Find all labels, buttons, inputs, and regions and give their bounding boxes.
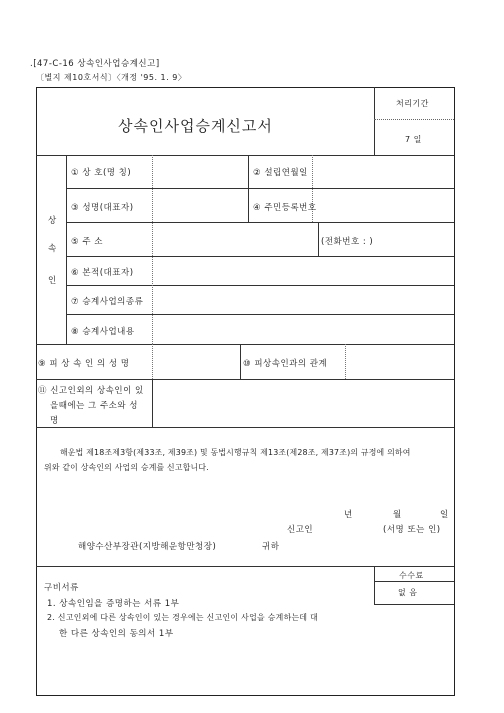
signer-label: 신고인 — [287, 525, 314, 535]
form-code: .[47-C-16 상속인사업승계신고] — [30, 59, 160, 69]
head-office-label: ⑥ 본적(대표자) — [71, 268, 134, 278]
signature-placeholder: (서명 또는 인) — [383, 525, 441, 535]
fee-label: 수수료 — [399, 571, 424, 580]
business-detail-input[interactable] — [154, 316, 452, 342]
decedent-relation-label: ⑩ 피상속인과의 관계 — [243, 359, 328, 369]
address-label: ⑤ 주 소 — [71, 237, 103, 247]
documents-item-1: 1. 상속인임을 증명하는 서류 1부 — [47, 599, 180, 609]
business-type-label: ⑦ 승계사업의종류 — [71, 297, 144, 307]
date-month: 월 — [393, 510, 402, 520]
established-date-input[interactable] — [314, 157, 452, 186]
established-date-label: ② 설립연월일 — [253, 168, 308, 178]
resident-number-label: ④ 주민등록번호 — [253, 203, 317, 213]
statement-line-2: 위와 같이 상속인의 사업의 승계를 신고합니다. — [44, 463, 209, 472]
heir-label-1: 상 — [48, 216, 57, 226]
phone-label: (전화번호 : ) — [321, 237, 374, 247]
other-heirs-label-2: 을때에는 그 주소와 성 — [50, 401, 139, 411]
documents-item-2b: 한 다른 상속인의 동의서 1부 — [59, 629, 174, 639]
form-title: 상속인사업승계신고서 — [118, 117, 273, 135]
fee-value: 없 음 — [398, 588, 418, 597]
decedent-name-input[interactable] — [154, 346, 238, 377]
representative-name-input[interactable] — [154, 190, 246, 220]
trade-name-input[interactable] — [154, 157, 246, 186]
decedent-relation-input[interactable] — [347, 346, 452, 377]
statement-line-1: 해운법 제18조제3항(제33조, 제39조) 및 동법시행규칙 제13조(제28조, 제37조)의 규정에 의하여 — [60, 448, 411, 457]
date-year: 년 — [344, 510, 353, 520]
heir-label-2: 속 — [48, 244, 57, 254]
heir-label-3: 인 — [48, 276, 57, 286]
recipient-suffix: 귀하 — [262, 542, 280, 552]
trade-name-label: ① 상 호(명 칭) — [71, 168, 132, 178]
address-input[interactable] — [154, 224, 316, 254]
documents-item-2a: 2. 신고인외에 다른 상속인이 있는 경우에는 신고인이 사업을 승계하는데 대 — [47, 613, 319, 622]
resident-number-input[interactable] — [314, 190, 452, 220]
representative-name-label: ③ 성명(대표자) — [71, 203, 134, 213]
date-day: 일 — [440, 510, 449, 520]
head-office-input[interactable] — [154, 258, 452, 283]
documents-title: 구비서류 — [44, 583, 79, 593]
other-heirs-input[interactable] — [154, 381, 452, 425]
other-heirs-label-3: 명 — [50, 416, 59, 426]
other-heirs-label-1: ⑪ 신고인외의 상속인이 있 — [38, 386, 144, 396]
business-detail-label: ⑧ 승계사업내용 — [71, 327, 135, 337]
form-reference: 〔별지 제10호서식〕〈개정 '95. 1. 9〉 — [36, 73, 187, 82]
recipient-label: 해양수산부장관(지방해운항만청장) — [78, 542, 217, 552]
decedent-name-label: ⑨ 피 상 속 인 의 성 명 — [38, 359, 130, 369]
processing-label: 처리기간 — [396, 99, 429, 108]
business-type-input[interactable] — [154, 287, 452, 312]
processing-value: 7 일 — [405, 135, 422, 144]
